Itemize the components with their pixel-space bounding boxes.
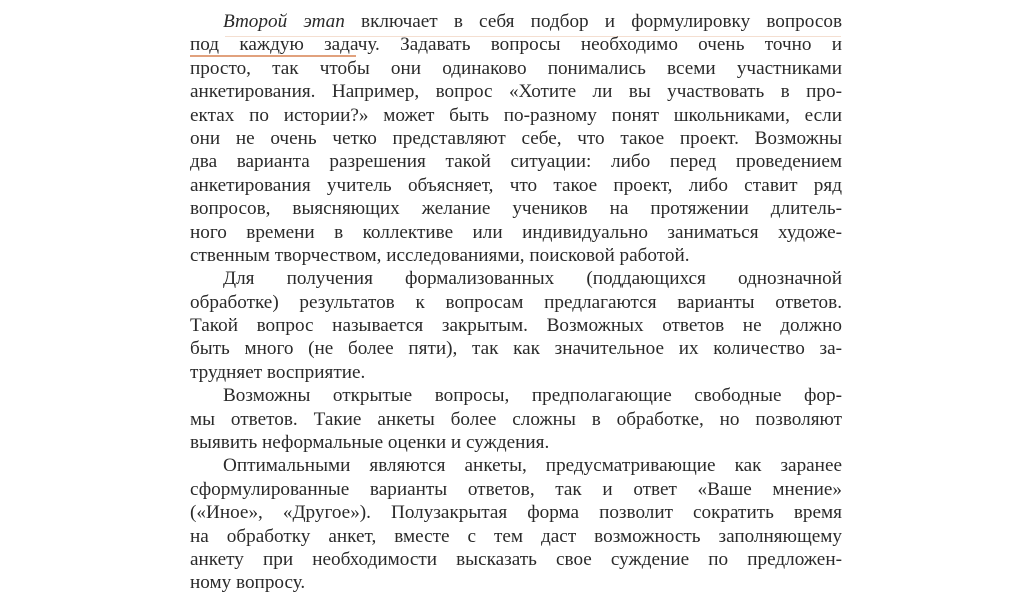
- paragraph-line: («Иное», «Другое»). Полузакрытая форма позволит сократить время: [190, 502, 842, 524]
- paragraph-line: Возможны открытые вопросы, предполагающие свободные фор-: [223, 385, 842, 407]
- paragraph-line: ному вопросу.: [190, 572, 306, 594]
- paragraph-line: обработке) результатов к вопросам предлагаются варианты ответов.: [190, 291, 842, 313]
- lead-term: Второй этап: [223, 11, 345, 32]
- paragraph-line: выявить неформальные оценки и суждения.: [190, 432, 550, 454]
- paragraph-line: анкетирования. Например, вопрос «Хотите ли вы участвовать в про-: [190, 81, 842, 103]
- paragraph-line: Для получения формализованных (поддающихся однозначной: [223, 268, 842, 290]
- paragraph-line: под каждую задачу. Задавать вопросы необходимо очень точно и: [190, 34, 842, 56]
- paragraph-line: на обработку анкет, вместе с тем даст возможность заполняющему: [190, 525, 842, 547]
- paragraph-line: они не очень четко представляют себе, что такое проект. Возможны: [190, 127, 842, 149]
- paragraph-line: два варианта разрешения такой ситуации: либо перед проведением: [190, 151, 842, 173]
- paragraph-line: вопросов, выясняющих желание учеников на протяжении длитель-: [190, 198, 842, 220]
- paragraph-line: ектах по истории?» может быть по-разному понят школьниками, если: [190, 104, 842, 126]
- paragraph-line: анкетирования учитель объясняет, что такое проект, либо ставит ряд: [190, 174, 842, 196]
- paragraph-line: анкету при необходимости высказать свое суждение по предложен-: [190, 548, 842, 570]
- paragraph-line: трудняет восприятие.: [190, 361, 366, 383]
- paragraph-line: мы ответов. Такие анкеты более сложны в обработке, но позволяют: [190, 408, 842, 430]
- paragraph-line: быть много (не более пяти), так как значительное их количество за-: [190, 338, 842, 360]
- paragraph-line: сформулированные варианты ответов, так и ответ «Ваше мнение»: [190, 478, 842, 500]
- paragraph-line: ственным творчеством, исследованиями, поисковой работой.: [190, 244, 690, 266]
- paragraph-line: просто, так чтобы они одинаково понимались всеми участниками: [190, 57, 842, 79]
- paragraph-line: Оптимальными являются анкеты, предусматривающие как заранее: [223, 455, 842, 477]
- paragraph-line: Такой вопрос называется закрытым. Возможных ответов не должно: [190, 315, 842, 337]
- body-text: [190, 10, 842, 595]
- paragraph-line: ного времени в коллективе или индивидуально заниматься художе-: [190, 221, 842, 243]
- paragraph-line: Второй этап включает в себя подбор и формулировку вопросов: [223, 11, 842, 32]
